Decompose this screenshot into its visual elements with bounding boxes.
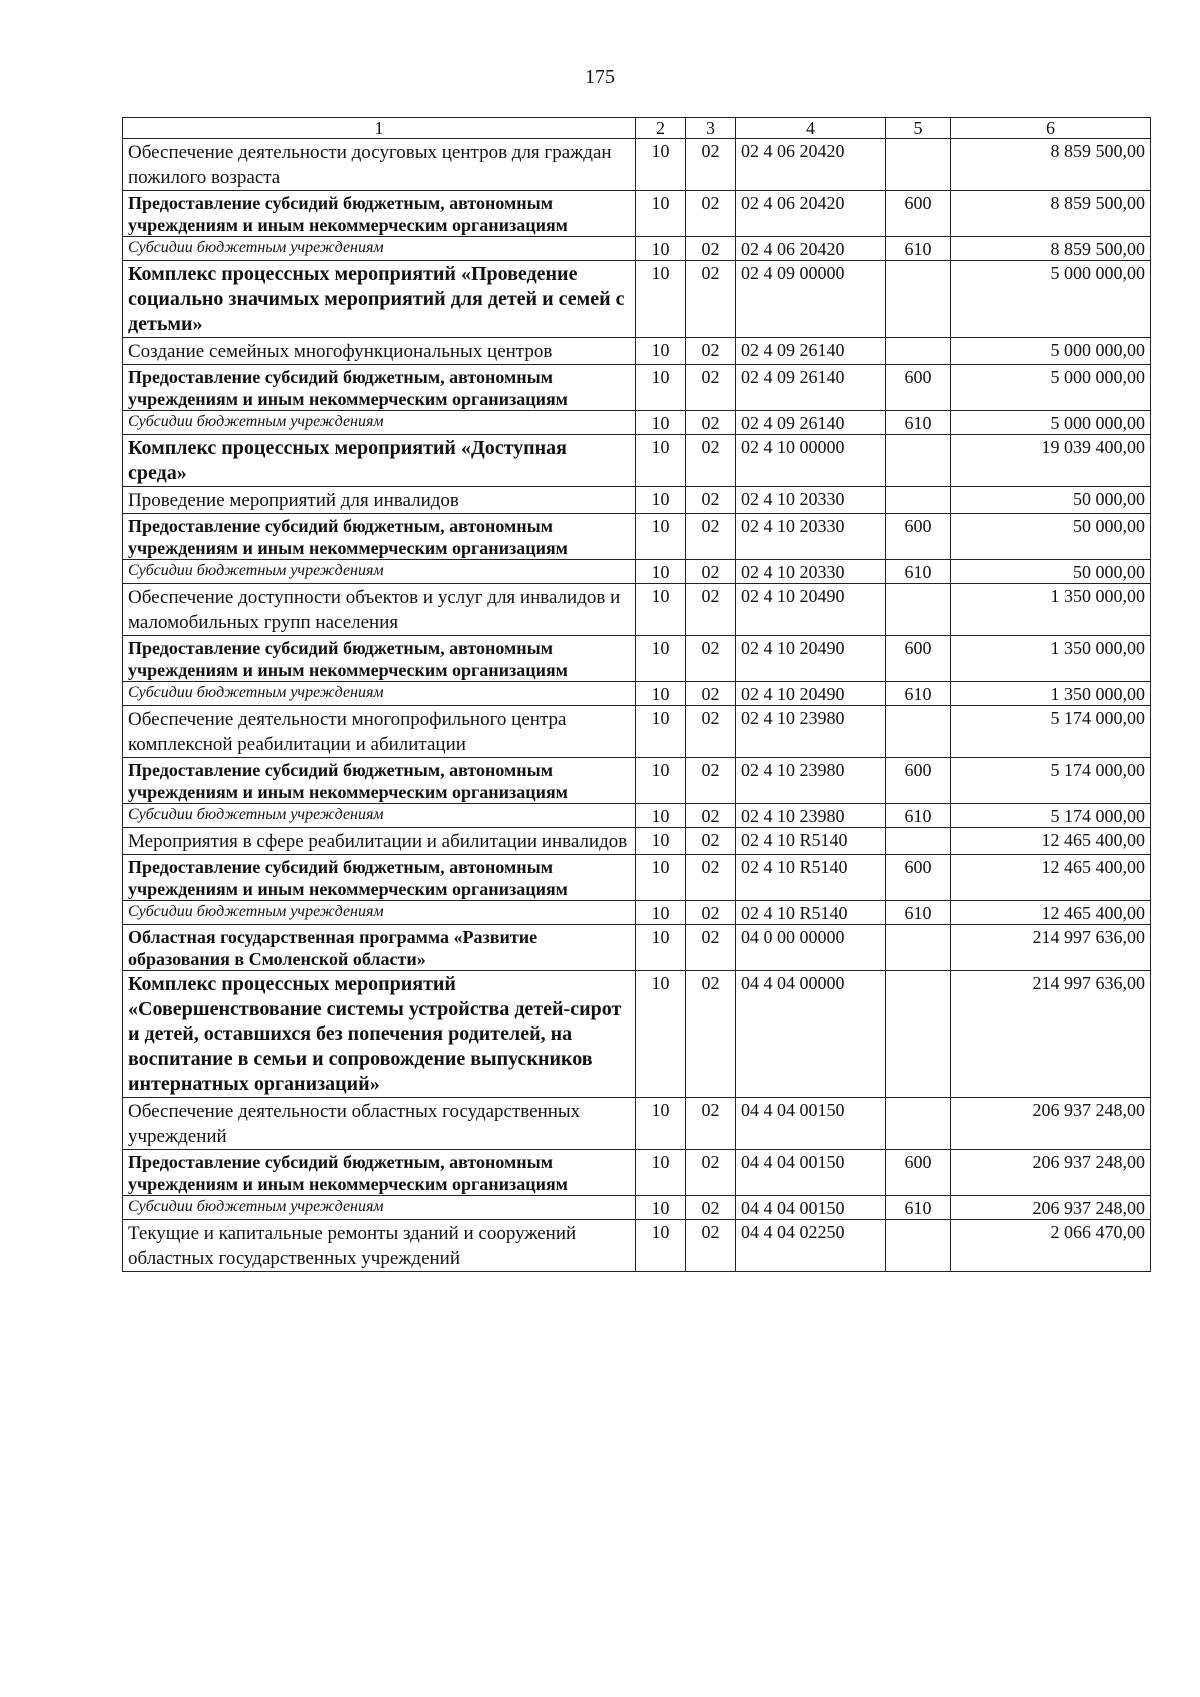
expense-type-cell: 610 [886, 237, 951, 261]
expense-type-cell: 610 [886, 411, 951, 435]
item-name-cell: Предоставление субсидий бюджетным, автономным учреждениям и иным некоммерческим организациям [123, 514, 636, 560]
table-row [123, 411, 1151, 435]
section-code-cell: 10 [636, 560, 686, 584]
subsection-code-cell: 02 [686, 338, 736, 365]
amount-cell: 206 937 248,00 [951, 1098, 1151, 1150]
item-name-cell: Субсидии бюджетным учреждениям [123, 411, 636, 435]
table-row [123, 338, 1151, 365]
item-name-cell: Предоставление субсидий бюджетным, автономным учреждениям и иным некоммерческим организациям [123, 636, 636, 682]
subsection-code-cell: 02 [686, 560, 736, 584]
amount-cell: 1 350 000,00 [951, 584, 1151, 636]
page-number: 175 [585, 66, 615, 88]
target-article-cell: 04 4 04 00150 [736, 1196, 886, 1220]
amount-cell: 8 859 500,00 [951, 237, 1151, 261]
section-code-cell: 10 [636, 261, 686, 338]
expense-type-cell: 610 [886, 804, 951, 828]
item-name-cell: Субсидии бюджетным учреждениям [123, 1196, 636, 1220]
amount-cell: 214 997 636,00 [951, 971, 1151, 1098]
section-code-cell: 10 [636, 828, 686, 855]
table-row [123, 139, 1151, 191]
expense-type-cell: 600 [886, 855, 951, 901]
item-name-cell: Субсидии бюджетным учреждениям [123, 560, 636, 584]
expense-type-cell: 600 [886, 191, 951, 237]
section-code-cell: 10 [636, 1098, 686, 1150]
section-code-cell: 10 [636, 435, 686, 487]
amount-cell: 1 350 000,00 [951, 682, 1151, 706]
table-row [123, 1196, 1151, 1220]
table-row [123, 1150, 1151, 1196]
subsection-code-cell: 02 [686, 237, 736, 261]
item-name-cell: Комплекс процессных мероприятий «Совершенствование системы устройства детей-сирот и детей, оставшихся без попечения родителей, на воспитание в семьи и сопровождение выпускников интернатных организаций» [123, 971, 636, 1098]
table-row [123, 261, 1151, 338]
target-article-cell: 02 4 10 20490 [736, 682, 886, 706]
subsection-code-cell: 02 [686, 1220, 736, 1272]
section-code-cell: 10 [636, 682, 686, 706]
table-row [123, 237, 1151, 261]
target-article-cell: 02 4 10 20330 [736, 514, 886, 560]
expense-type-cell [886, 1098, 951, 1150]
subsection-code-cell: 02 [686, 487, 736, 514]
section-code-cell: 10 [636, 971, 686, 1098]
subsection-code-cell: 02 [686, 139, 736, 191]
item-name-cell: Текущие и капитальные ремонты зданий и сооружений областных государственных учреждений [123, 1220, 636, 1272]
section-code-cell: 10 [636, 901, 686, 925]
subsection-code-cell: 02 [686, 365, 736, 411]
expense-type-cell [886, 487, 951, 514]
table-row [123, 804, 1151, 828]
amount-cell: 5 174 000,00 [951, 758, 1151, 804]
subsection-code-cell: 02 [686, 925, 736, 971]
target-article-cell: 02 4 10 20330 [736, 487, 886, 514]
subsection-code-cell: 02 [686, 901, 736, 925]
column-header: 4 [736, 118, 886, 139]
item-name-cell: Мероприятия в сфере реабилитации и абилитации инвалидов [123, 828, 636, 855]
target-article-cell: 04 0 00 00000 [736, 925, 886, 971]
item-name-cell: Предоставление субсидий бюджетным, автономным учреждениям и иным некоммерческим организациям [123, 1150, 636, 1196]
expense-type-cell [886, 261, 951, 338]
section-code-cell: 10 [636, 1220, 686, 1272]
table-row [123, 584, 1151, 636]
subsection-code-cell: 02 [686, 191, 736, 237]
table-row [123, 365, 1151, 411]
column-header: 2 [636, 118, 686, 139]
amount-cell: 5 000 000,00 [951, 338, 1151, 365]
section-code-cell: 10 [636, 1196, 686, 1220]
table-row [123, 855, 1151, 901]
expense-type-cell [886, 1220, 951, 1272]
amount-cell: 50 000,00 [951, 514, 1151, 560]
section-code-cell: 10 [636, 636, 686, 682]
item-name-cell: Комплекс процессных мероприятий «Проведение социально значимых мероприятий для детей и семей с детьми» [123, 261, 636, 338]
section-code-cell: 10 [636, 139, 686, 191]
target-article-cell: 02 4 06 20420 [736, 237, 886, 261]
expense-type-cell: 600 [886, 514, 951, 560]
table-row [123, 925, 1151, 971]
subsection-code-cell: 02 [686, 855, 736, 901]
amount-cell: 19 039 400,00 [951, 435, 1151, 487]
target-article-cell: 02 4 06 20420 [736, 139, 886, 191]
table-row [123, 435, 1151, 487]
amount-cell: 2 066 470,00 [951, 1220, 1151, 1272]
section-code-cell: 10 [636, 925, 686, 971]
section-code-cell: 10 [636, 584, 686, 636]
subsection-code-cell: 02 [686, 706, 736, 758]
amount-cell: 12 465 400,00 [951, 855, 1151, 901]
expense-type-cell [886, 338, 951, 365]
item-name-cell: Субсидии бюджетным учреждениям [123, 804, 636, 828]
amount-cell: 12 465 400,00 [951, 828, 1151, 855]
subsection-code-cell: 02 [686, 435, 736, 487]
target-article-cell: 02 4 10 23980 [736, 706, 886, 758]
subsection-code-cell: 02 [686, 971, 736, 1098]
target-article-cell: 04 4 04 00150 [736, 1150, 886, 1196]
amount-cell: 50 000,00 [951, 487, 1151, 514]
expense-type-cell: 610 [886, 682, 951, 706]
item-name-cell: Предоставление субсидий бюджетным, автономным учреждениям и иным некоммерческим организациям [123, 855, 636, 901]
item-name-cell: Предоставление субсидий бюджетным, автономным учреждениям и иным некоммерческим организациям [123, 365, 636, 411]
table-row [123, 682, 1151, 706]
expense-type-cell [886, 925, 951, 971]
section-code-cell: 10 [636, 411, 686, 435]
amount-cell: 206 937 248,00 [951, 1196, 1151, 1220]
expense-type-cell [886, 435, 951, 487]
section-code-cell: 10 [636, 758, 686, 804]
target-article-cell: 02 4 10 R5140 [736, 828, 886, 855]
table-row [123, 514, 1151, 560]
subsection-code-cell: 02 [686, 636, 736, 682]
target-article-cell: 02 4 10 23980 [736, 758, 886, 804]
expense-type-cell: 610 [886, 901, 951, 925]
column-header: 1 [123, 118, 636, 139]
item-name-cell: Обеспечение деятельности многопрофильного центра комплексной реабилитации и абилитации [123, 706, 636, 758]
table-row [123, 1098, 1151, 1150]
target-article-cell: 02 4 10 R5140 [736, 901, 886, 925]
expense-type-cell: 600 [886, 1150, 951, 1196]
table-row [123, 901, 1151, 925]
target-article-cell: 02 4 09 26140 [736, 338, 886, 365]
item-name-cell: Субсидии бюджетным учреждениям [123, 237, 636, 261]
item-name-cell: Субсидии бюджетным учреждениям [123, 682, 636, 706]
target-article-cell: 02 4 10 23980 [736, 804, 886, 828]
section-code-cell: 10 [636, 855, 686, 901]
target-article-cell: 04 4 04 02250 [736, 1220, 886, 1272]
expense-type-cell: 600 [886, 365, 951, 411]
amount-cell: 8 859 500,00 [951, 191, 1151, 237]
expense-type-cell: 600 [886, 636, 951, 682]
expense-type-cell [886, 971, 951, 1098]
expense-type-cell [886, 706, 951, 758]
section-code-cell: 10 [636, 804, 686, 828]
table-row [123, 828, 1151, 855]
section-code-cell: 10 [636, 365, 686, 411]
subsection-code-cell: 02 [686, 758, 736, 804]
subsection-code-cell: 02 [686, 261, 736, 338]
item-name-cell: Обеспечение доступности объектов и услуг для инвалидов и маломобильных групп населения [123, 584, 636, 636]
item-name-cell: Субсидии бюджетным учреждениям [123, 901, 636, 925]
column-header: 3 [686, 118, 736, 139]
item-name-cell: Проведение мероприятий для инвалидов [123, 487, 636, 514]
table-header-row [123, 118, 1151, 139]
section-code-cell: 10 [636, 487, 686, 514]
target-article-cell: 02 4 09 00000 [736, 261, 886, 338]
amount-cell: 5 000 000,00 [951, 261, 1151, 338]
amount-cell: 5 174 000,00 [951, 706, 1151, 758]
subsection-code-cell: 02 [686, 1098, 736, 1150]
amount-cell: 206 937 248,00 [951, 1150, 1151, 1196]
item-name-cell: Предоставление субсидий бюджетным, автономным учреждениям и иным некоммерческим организациям [123, 191, 636, 237]
section-code-cell: 10 [636, 1150, 686, 1196]
subsection-code-cell: 02 [686, 514, 736, 560]
amount-cell: 5 000 000,00 [951, 365, 1151, 411]
target-article-cell: 02 4 10 R5140 [736, 855, 886, 901]
subsection-code-cell: 02 [686, 1196, 736, 1220]
table-row [123, 1220, 1151, 1272]
target-article-cell: 02 4 10 20490 [736, 584, 886, 636]
item-name-cell: Областная государственная программа «Развитие образования в Смоленской области» [123, 925, 636, 971]
section-code-cell: 10 [636, 706, 686, 758]
target-article-cell: 02 4 10 20490 [736, 636, 886, 682]
amount-cell: 214 997 636,00 [951, 925, 1151, 971]
section-code-cell: 10 [636, 191, 686, 237]
item-name-cell: Комплекс процессных мероприятий «Доступная среда» [123, 435, 636, 487]
subsection-code-cell: 02 [686, 1150, 736, 1196]
amount-cell: 8 859 500,00 [951, 139, 1151, 191]
expense-type-cell [886, 584, 951, 636]
subsection-code-cell: 02 [686, 828, 736, 855]
item-name-cell: Обеспечение деятельности областных государственных учреждений [123, 1098, 636, 1150]
expense-type-cell [886, 139, 951, 191]
target-article-cell: 02 4 10 20330 [736, 560, 886, 584]
target-article-cell: 02 4 06 20420 [736, 191, 886, 237]
table-row [123, 758, 1151, 804]
target-article-cell: 02 4 10 00000 [736, 435, 886, 487]
item-name-cell: Обеспечение деятельности досуговых центров для граждан пожилого возраста [123, 139, 636, 191]
amount-cell: 5 174 000,00 [951, 804, 1151, 828]
amount-cell: 5 000 000,00 [951, 411, 1151, 435]
table-row [123, 636, 1151, 682]
budget-table [122, 117, 1151, 1272]
expense-type-cell [886, 828, 951, 855]
target-article-cell: 04 4 04 00000 [736, 971, 886, 1098]
amount-cell: 50 000,00 [951, 560, 1151, 584]
subsection-code-cell: 02 [686, 411, 736, 435]
table-row [123, 706, 1151, 758]
subsection-code-cell: 02 [686, 584, 736, 636]
column-header: 5 [886, 118, 951, 139]
target-article-cell: 04 4 04 00150 [736, 1098, 886, 1150]
target-article-cell: 02 4 09 26140 [736, 365, 886, 411]
item-name-cell: Предоставление субсидий бюджетным, автономным учреждениям и иным некоммерческим организациям [123, 758, 636, 804]
section-code-cell: 10 [636, 237, 686, 261]
table-row [123, 560, 1151, 584]
expense-type-cell: 610 [886, 560, 951, 584]
target-article-cell: 02 4 09 26140 [736, 411, 886, 435]
section-code-cell: 10 [636, 338, 686, 365]
table-row [123, 487, 1151, 514]
subsection-code-cell: 02 [686, 804, 736, 828]
expense-type-cell: 610 [886, 1196, 951, 1220]
table-row [123, 191, 1151, 237]
amount-cell: 1 350 000,00 [951, 636, 1151, 682]
expense-type-cell: 600 [886, 758, 951, 804]
table-body [123, 139, 1151, 1272]
item-name-cell: Создание семейных многофункциональных центров [123, 338, 636, 365]
subsection-code-cell: 02 [686, 682, 736, 706]
section-code-cell: 10 [636, 514, 686, 560]
column-header: 6 [951, 118, 1151, 139]
amount-cell: 12 465 400,00 [951, 901, 1151, 925]
table-row [123, 971, 1151, 1098]
